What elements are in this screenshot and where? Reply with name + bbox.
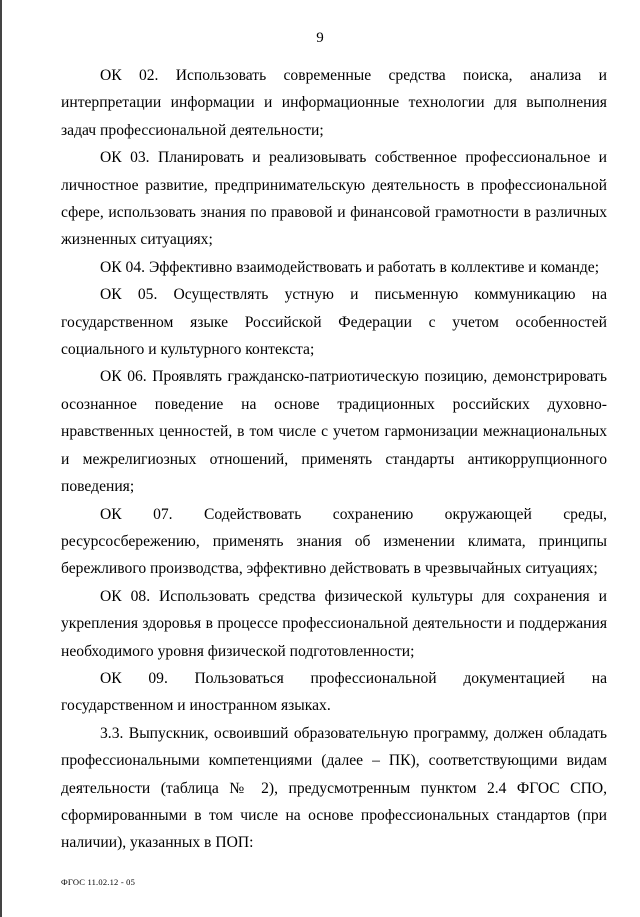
paragraph-ok-06: ОК 06. Проявлять гражданско-патриотическую позицию, демонстрировать осознанное поведение на основе традиционных российских духовно-нравственных ценностей, в том числе с учетом гармонизации межнациональных и межрелигиозных отношений, применять стандарты антикоррупционного поведения; [61,368,607,496]
paragraph-ok-04: ОК 04. Эффективно взаимодействовать и работать в коллективе и команде; [100,258,600,276]
paragraph-ok-08: ОК 08. Использовать средства физической культуры для сохранения и укрепления здоровья в процессе профессиональной деятельности и поддержания необходимого уровня физической подготовленности; [61,587,607,660]
footer-standard-code: ФГОС 11.02.12 - 05 [61,877,136,887]
paragraph-ok-07: ОК 07. Содействовать сохранению окружающей среды, ресурсосбережению, применять знания об изменении климата, принципы бережливого производства, эффективно действовать в чрезвычайных ситуациях; [61,505,607,578]
paragraph-ok-02: ОК 02. Использовать современные средства поиска, анализа и интерпретации информации и информационные технологии для выполнения задач профессиональной деятельности; [61,67,607,139]
page-number: 9 [316,30,324,46]
paragraph-ok-09: ОК 09. Пользоваться профессиональной документацией на государственном и иностранном языках. [61,669,607,715]
paragraph-3-3: 3.3. Выпускник, освоивший образовательную программу, должен обладать профессиональными компетенциями (далее – ПК), соответствующими видам деятельности (таблица № 2), предусмотренным пунктом 2.4 ФГОС СПО, сформированными в том числе на основе профессиональных стандартов (при наличии), указанных в ПОП: [61,724,607,852]
paragraph-ok-03: ОК 03. Планировать и реализовывать собственное профессиональное и личностное развитие, предпринимательскую деятельность в профессиональной сфере, использовать знания по правовой и финансовой грамотности в различных жизненных ситуациях; [61,149,607,249]
document-body [61,62,607,857]
paragraph-ok-05: ОК 05. Осуществлять устную и письменную коммуникацию на государственном языке Российской Федерации с учетом особенностей социального и культурного контекста; [61,286,607,359]
